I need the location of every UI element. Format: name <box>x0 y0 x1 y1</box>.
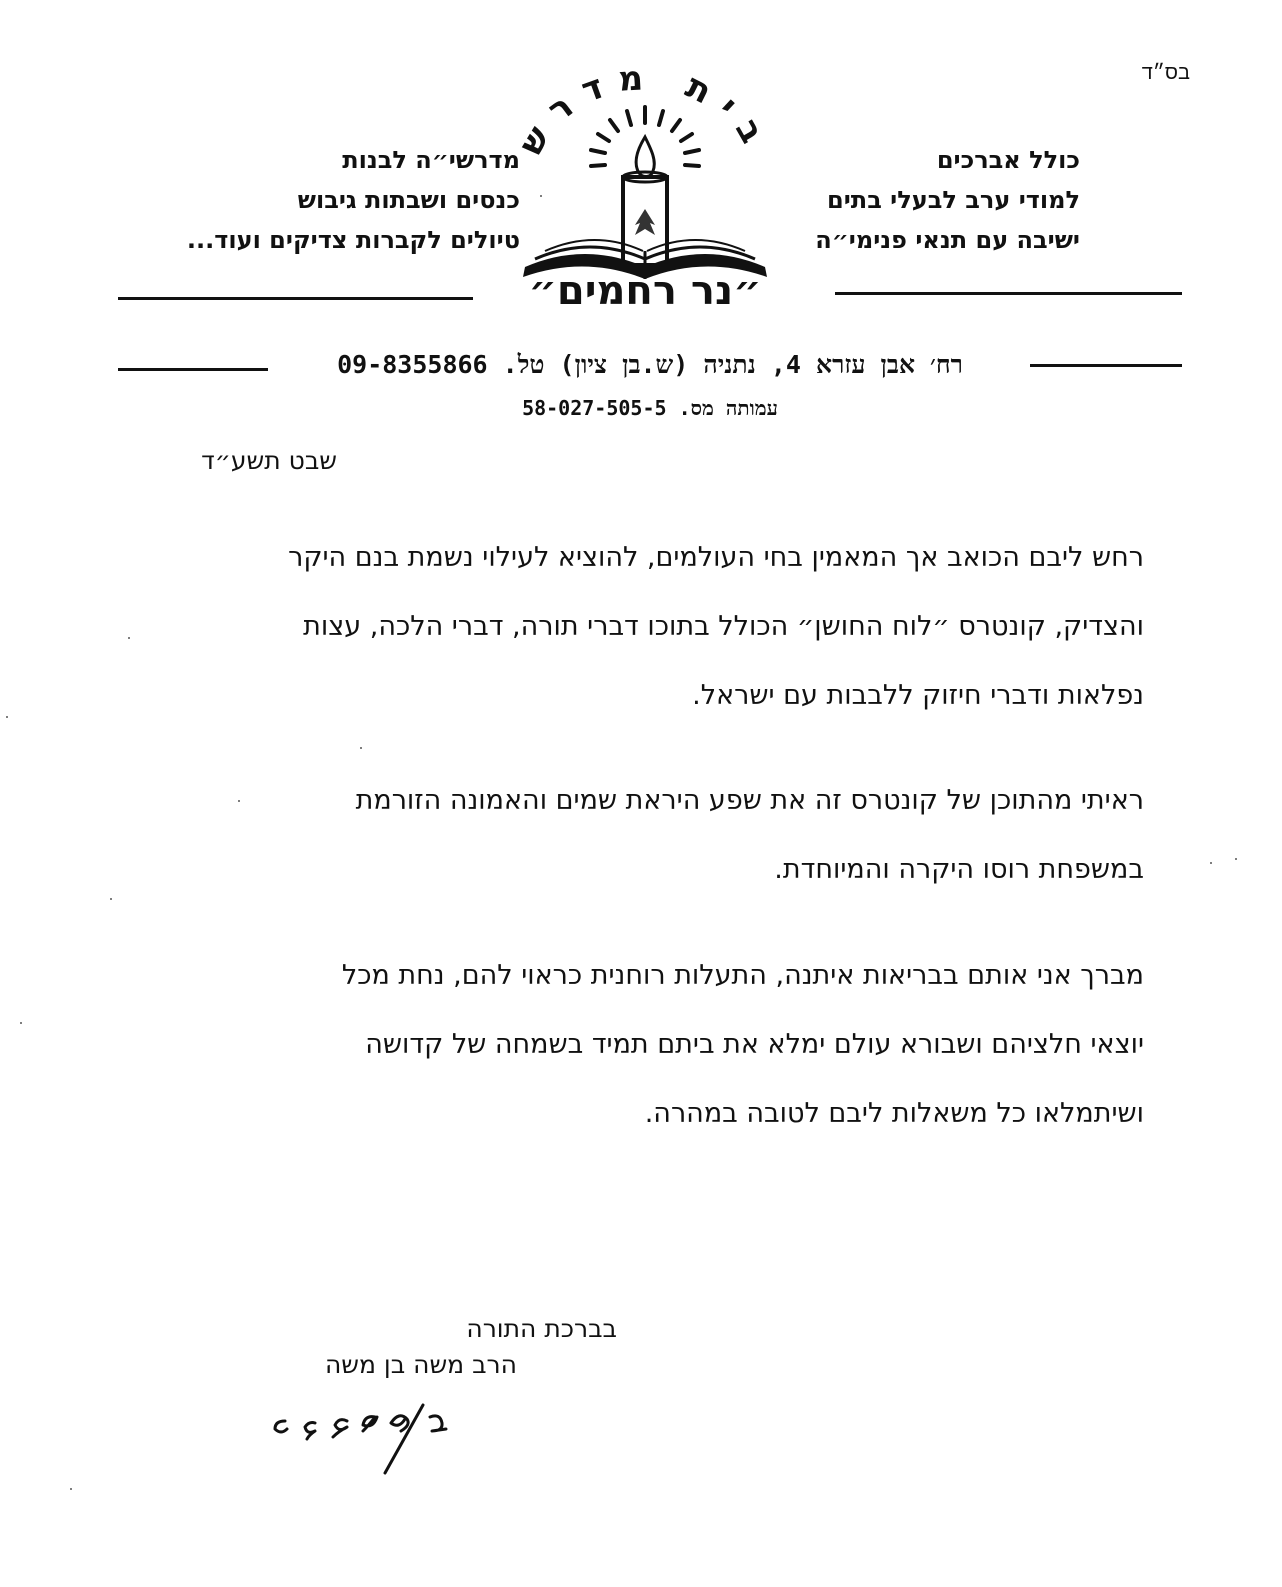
closing-blessing: בברכת התורה <box>466 1314 617 1343</box>
letter-date: שבט תשע״ד <box>201 446 337 475</box>
scan-speck <box>20 1022 22 1024</box>
right-line-3: ישיבה עם תנאי פנימי״ה <box>815 226 1080 254</box>
left-line-1: מדרשי״ה לבנות <box>342 146 520 174</box>
scan-speck <box>6 716 8 718</box>
signer-name: הרב משה בן משה <box>324 1350 517 1379</box>
paragraph-line: והצדיק, קונטרס ״לוח החושן״ הכולל בתוכו דברי תורה, דברי הלכה, עצות <box>303 611 1144 642</box>
institution-name: ״נר רחמים״ <box>528 268 762 314</box>
paragraph-line: נפלאות ודברי חיזוק ללבבות עם ישראל. <box>692 680 1144 711</box>
left-line-3: טיולים לקברות צדיקים ועוד... <box>186 226 520 254</box>
logo-arc-text: בית מדרש <box>510 57 780 163</box>
right-line-1: כולל אברכים <box>936 146 1080 174</box>
paragraph-3 <box>184 960 1144 1167</box>
paragraph-line: רחש ליבם הכואב אך המאמין בחי העולמים, להוציא לעילוי נשמת בנם היקר <box>288 542 1144 573</box>
header-rule-left <box>118 297 473 300</box>
header-left-column <box>130 140 520 260</box>
scan-speck <box>110 898 112 900</box>
scan-speck <box>70 1488 72 1490</box>
scan-speck <box>1210 862 1212 864</box>
header-right-column <box>780 140 1080 260</box>
handwritten-signature <box>255 1395 455 1485</box>
scan-speck <box>1235 858 1237 860</box>
bsd-mark: בס״ד <box>1141 62 1190 84</box>
amuta-number: עמותה מס. 58-027-505-5 <box>522 396 778 420</box>
left-line-2: כנסים ושבתות גיבוש <box>297 186 520 214</box>
paragraph-2 <box>184 785 1144 923</box>
paragraph-line: מברך אני אותם בבריאות איתנה, התעלות רוחנית כראוי להם, נחת מכל <box>341 960 1144 991</box>
paragraph-line: ראיתי מהתוכן של קונטרס זה את שפע היראת שמים והאמונה הזורמת <box>355 785 1144 816</box>
address-rule-left <box>118 368 268 371</box>
paragraph-line: ושיתמלאו כל משאלות ליבם לטובה במהרה. <box>644 1098 1144 1129</box>
scan-speck <box>238 800 240 802</box>
scan-speck <box>128 637 130 639</box>
right-line-2: למודי ערב לבעלי בתים <box>827 186 1080 214</box>
address-rule-right <box>1030 364 1182 367</box>
paragraph-line: יוצאי חלציהם ושבורא עולם ימלא את ביתם תמיד בשמחה של קדושה <box>365 1029 1144 1060</box>
paragraph-1 <box>184 542 1144 749</box>
paragraph-line: במשפחת רוסו היקרה והמיוחדת. <box>774 854 1144 885</box>
header-rule-right <box>835 292 1182 295</box>
address-line: רח׳ אבן עזרא 4, נתניה (ש.בן ציון) טל. 09-8355866 <box>337 350 963 379</box>
scan-speck <box>540 195 542 197</box>
scan-speck <box>360 747 362 749</box>
